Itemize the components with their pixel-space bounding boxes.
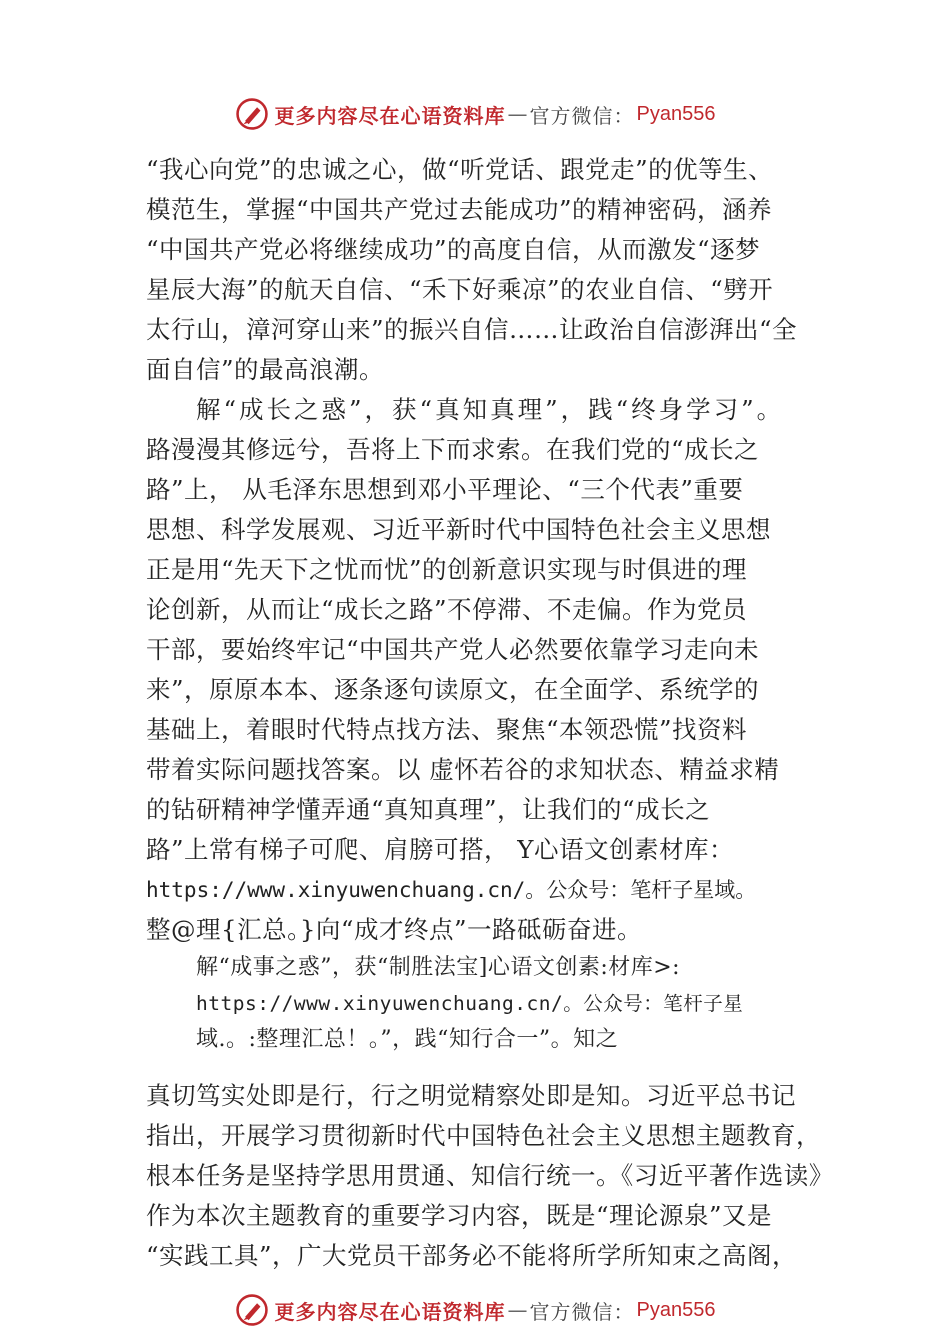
text-line: 基础上，着眼时代特点找方法、聚焦“本领恐慌”找资料 <box>146 715 748 744</box>
pen-logo-icon <box>235 1293 269 1327</box>
text-line: 域.。:整理汇总！。”，践“知行合一”。知之 <box>196 1027 619 1052</box>
text-line: 的钻研精神学懂弄通“真知真理”，让我们的“成长之 <box>146 795 711 824</box>
text-line: “中国共产党必将继续成功”的高度自信，从而激发“逐梦 <box>146 235 761 264</box>
footer-title: 更多内容尽在心语资料库 <box>274 1299 506 1324</box>
header-title: 更多内容尽在心语资料库 <box>274 103 506 128</box>
text-line: 整@理{汇总。}向“成才终点”一路砥砺奋进。 <box>146 915 642 944</box>
text-line: 正是用“先天下之忧而忧”的创新意识实现与时俱进的理 <box>146 555 748 584</box>
document-body <box>146 150 834 1276</box>
inset-quote <box>146 950 822 1058</box>
header-banner <box>0 92 950 136</box>
text-line: 面自信”的最高浪潮。 <box>146 355 385 384</box>
url-line: https://www.xinyuwenchuang.cn/。公众号：笔杆子星域。 <box>146 878 757 902</box>
text-line: 路”上， 从毛泽东思想到邓小平理论、“三个代表”重要 <box>146 475 744 504</box>
url-line: https://www.xinyuwenchuang.cn/。公众号：笔杆子星 <box>196 992 744 1015</box>
text-line: 星辰大海”的航天自信、“禾下好乘凉”的农业自信、“劈开 <box>146 275 774 304</box>
text-line: 来”，原原本本、逐条逐句读原文，在全面学、系统学的 <box>146 675 760 704</box>
paragraph-start: 解“成长之惑”，获“真知真理”，践“终身学习”。 <box>196 395 785 424</box>
footer-wechat-label: 官方微信： <box>529 1299 635 1324</box>
text-line: 指出，开展学习贯彻新时代中国特色社会主义思想主题教育， <box>146 1121 821 1150</box>
text-line: 思想、科学发展观、习近平新时代中国特色社会主义思想 <box>146 515 771 544</box>
header-wechat-label: 官方微信： <box>529 103 635 128</box>
text-line: 真切笃实处即是行，行之明觉精察处即是知。习近平总书记 <box>146 1081 796 1110</box>
text-line: 论创新，从而让“成长之路”不停滞、不走偏。作为党员 <box>146 595 748 624</box>
text-line: 根本任务是坚持学思用贯通、知信行统一。《习近平著作选读》 <box>146 1161 834 1190</box>
text-line: “实践工具”，广大党员干部务必不能将所学所知束之高阁， <box>146 1241 798 1270</box>
text-line: 干部，要始终牢记“中国共产党人必然要依靠学习走向未 <box>146 635 760 664</box>
spacer <box>146 1058 822 1076</box>
text-line: 带着实际问题找答案。以 虚怀若谷的求知状态、精益求精 <box>146 755 780 784</box>
footer-separator: — <box>507 1298 528 1322</box>
text-line: 路漫漫其修远兮，吾将上下而求索。在我们党的“成长之 <box>146 435 760 464</box>
footer-wechat-id: Pyan556 <box>636 1298 716 1321</box>
footer-banner <box>0 1288 950 1332</box>
text-line: 解“成事之惑”，获“制胜法宝]心语文创素:材库>: <box>196 955 681 980</box>
header-separator: — <box>507 102 528 126</box>
text-line: 作为本次主题教育的重要学习内容，既是“理论源泉”又是 <box>146 1201 773 1230</box>
text-line: “我心向党”的忠诚之心，做“听党话、跟党走”的优等生、 <box>146 155 774 184</box>
text-line: 太行山，漳河穿山来”的振兴自信……让政治自信澎湃出“全 <box>146 315 798 344</box>
pen-logo-icon <box>235 97 269 131</box>
text-line: 模范生，掌握“中国共产党过去能成功”的精神密码，涵养 <box>146 195 773 224</box>
text-line: 路”上常有梯子可爬、肩膀可搭， Y心语文创素材库： <box>146 835 734 864</box>
header-wechat-id: Pyan556 <box>636 102 716 125</box>
